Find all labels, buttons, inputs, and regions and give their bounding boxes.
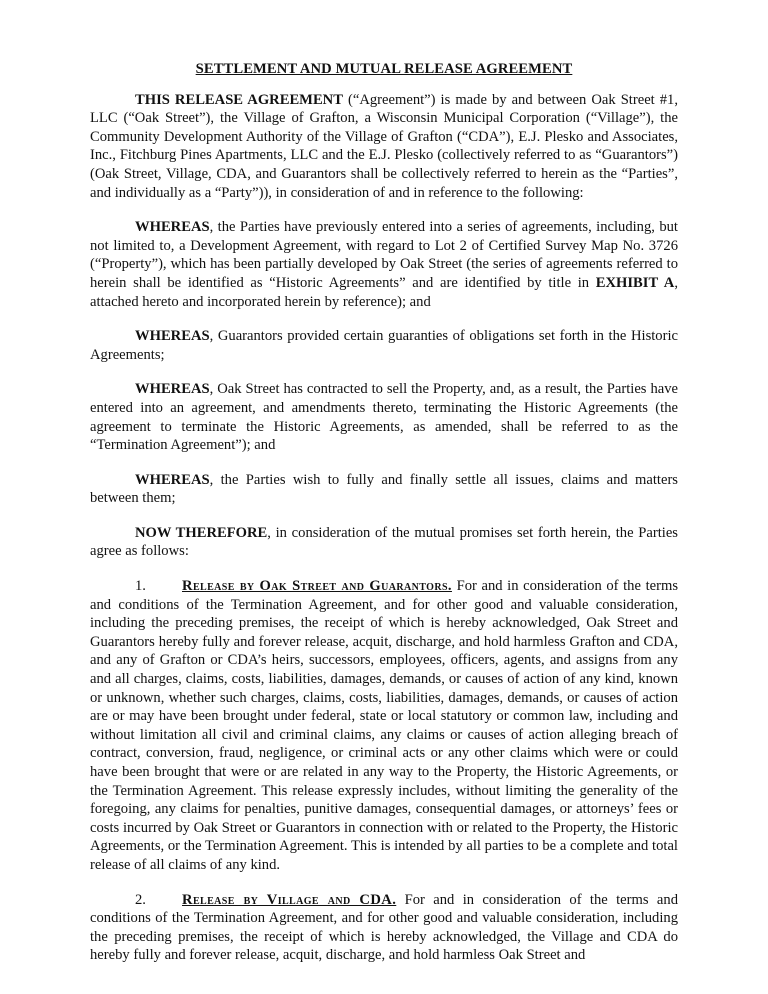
section-2 [90, 891, 678, 965]
intro-lead: THIS RELEASE AGREEMENT [135, 91, 343, 108]
whereas-text: , Oak Street has contracted to sell the Property, and, as a result, the Parties have entered into an agreement, and amendments thereto, terminating the Historic Agreements (the agreement to terminate the Historic Agreements, as amended, shall be referred to as the “Termination Agreement”); and [90, 381, 678, 454]
section-heading: Release by Oak Street and Guarantors. [182, 578, 452, 595]
now-therefore-text: , in consideration of the mutual promises set forth herein, the Parties agree as follows: [90, 524, 678, 560]
whereas-lead: WHEREAS [135, 381, 210, 398]
whereas-paragraph-1 [90, 218, 678, 311]
section-heading: Release by Village and CDA. [182, 891, 397, 908]
intro-paragraph [90, 91, 678, 203]
document-title: SETTLEMENT AND MUTUAL RELEASE AGREEMENT [195, 61, 573, 77]
whereas-lead: WHEREAS [135, 219, 210, 236]
intro-text: (“Agreement”) is made by and between Oak Street #1, LLC (“Oak Street”), the Village of Grafton, a Wisconsin Municipal Corporation (“Village”), the Community Development Authority of the Village of Grafton (“CDA”), E.J. Plesko and Associates, Inc., Fitchburg Pines Apartments, LLC and the E.J. Plesko (collectively referred to as “Guarantors”) (Oak Street, Village, CDA, and Guarantors shall be collectively referred to herein as the “Parties”, and individually as a “Party”)), in consideration of and in reference to the following: [90, 91, 679, 201]
section-number: 2. [135, 891, 146, 908]
whereas-text: , attached hereto and incorporated herein by reference); and [90, 274, 678, 310]
section-1 [90, 577, 678, 875]
section-text: For and in consideration of the terms and conditions of the Termination Agreement, and for other good and valuable consideration, including the preceding premises, the receipt of which is hereby acknowledged, the Village and CDA do hereby fully and forever release, acquit, discharge, and hold harmless Oak Street and [90, 891, 678, 964]
whereas-paragraph-3 [90, 380, 678, 454]
exhibit-reference: EXHIBIT A [595, 274, 675, 291]
whereas-lead: WHEREAS [135, 471, 210, 488]
section-number: 1. [135, 578, 146, 595]
whereas-text: , the Parties wish to fully and finally settle all issues, claims and matters between them; [90, 471, 678, 507]
now-therefore-paragraph [90, 524, 678, 561]
whereas-text: , Guarantors provided certain guaranties of obligations set forth in the Historic Agreements; [90, 328, 678, 363]
section-text: For and in consideration of the terms and conditions of the Termination Agreement, and for other good and valuable consideration, including the preceding premises, the receipt of which is hereby acknowledged, Oak Street and Guarantors hereby fully and forever release, acquit, discharge, and hold harmless Grafton and CDA, and any of Grafton or CDA’s heirs, successors, employees, officers, agents, and assigns from any and all charges, claims, costs, liabilities, damages, demands, or causes of action of any kind, known or unknown, whether such charges, claims, costs, liabilities, damages, demands, or causes of action are or may have been brought under federal, state or local statutory or common law, including and without limitation all civil and criminal claims, any claims or causes of action alleging breach of contract, conversion, fraud, negligence, or criminal acts or any other claims which were or could have been brought that were or are related in any way to the Property, the Historic Agreements, or the Termination Agreement. This release expressly includes, without limiting the generality of the foregoing, any claims for penalties, punitive damages, consequential damages, or attorneys’ fees or costs incurred by Oak Street or Guarantors in connection with or related to the Property, the Historic Agreements, or the Termination Agreement. This is intended by all parties to be a complete and total release of all claims of any kind. [90, 578, 678, 873]
whereas-paragraph-4 [90, 471, 678, 508]
whereas-lead: WHEREAS [135, 328, 210, 345]
whereas-paragraph-2 [90, 327, 678, 364]
whereas-text: , the Parties have previously entered into a series of agreements, including, but not limited to, a Development Agreement, with regard to Lot 2 of Certified Survey Map No. 3726 (“Property”), which has been partially developed by Oak Street (the series of agreements referred to herein shall be identified as “Historic Agreements” and are identified by title in [90, 219, 678, 291]
now-therefore-lead: NOW THEREFORE [135, 524, 268, 541]
